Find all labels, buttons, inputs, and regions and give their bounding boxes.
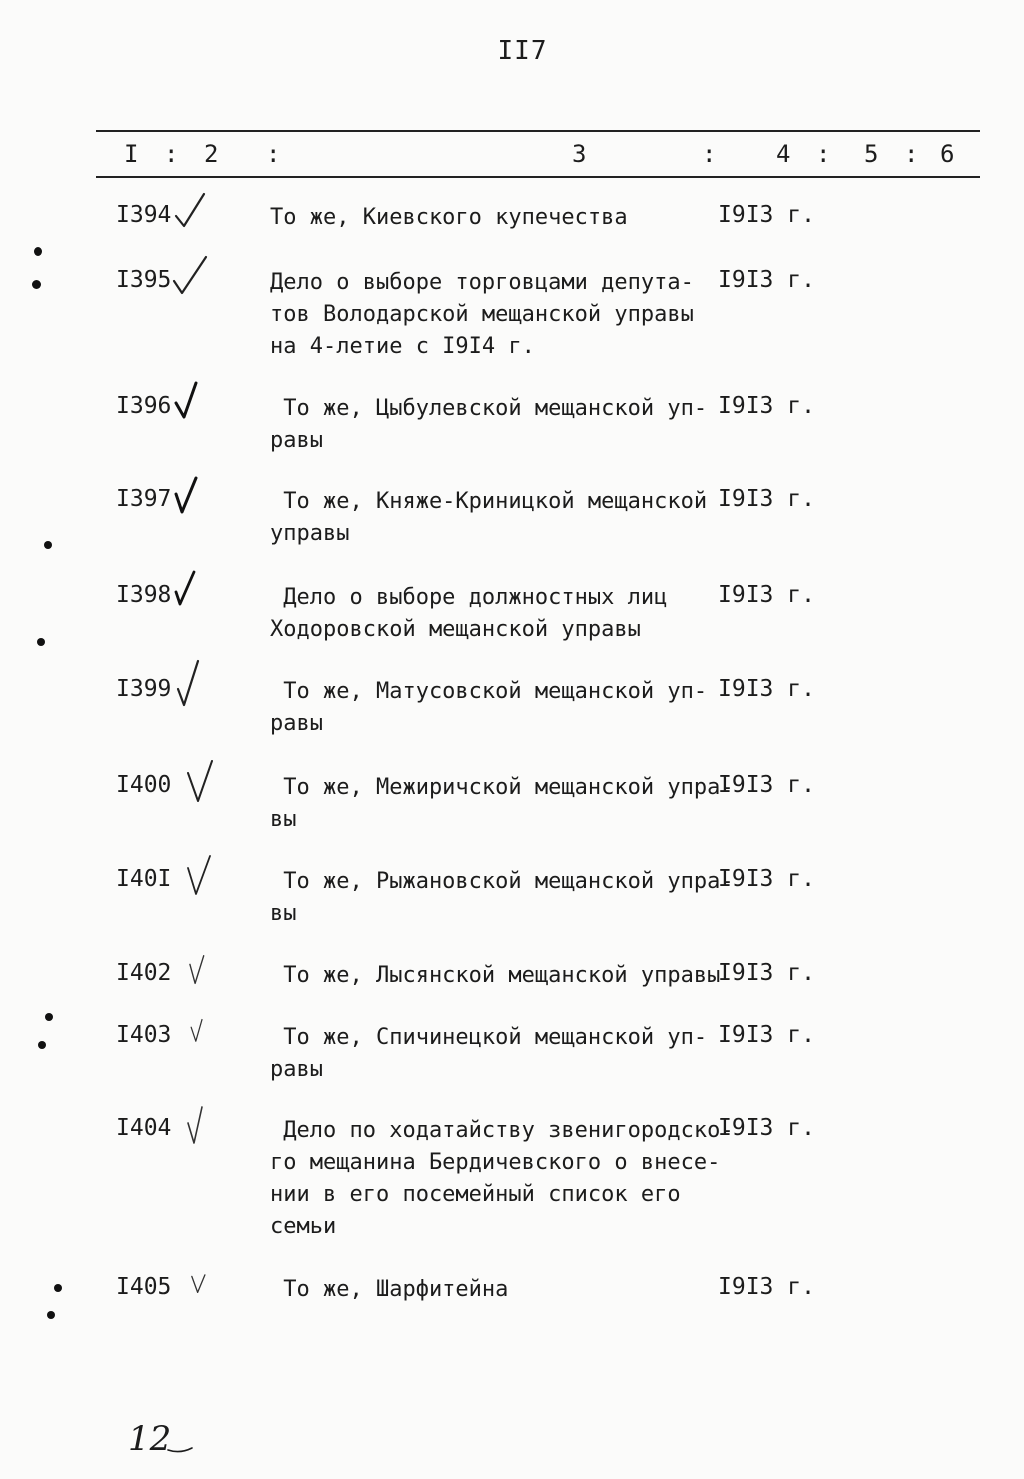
entry-year: I9I3 г.: [718, 1022, 815, 1048]
check-mark-icon: [184, 954, 220, 992]
check-mark-icon: [172, 654, 208, 708]
check-mark-icon: [184, 1272, 220, 1304]
binder-mark: [38, 1041, 46, 1049]
binder-mark: [37, 638, 45, 646]
entry-year: I9I3 г.: [718, 866, 815, 892]
column-header-6: 6: [940, 140, 955, 168]
entry-number: I397: [116, 486, 172, 512]
entry-number: I404: [116, 1115, 172, 1141]
folio-number-handwritten: [128, 1410, 198, 1460]
entry-title: То же, Киевского купечества: [270, 205, 628, 230]
check-mark-icon: [172, 474, 208, 518]
entry-number: I402: [116, 960, 172, 986]
column-separator: :: [702, 140, 717, 168]
entry-title: То же, Цыбулевской мещанской уп- равы: [270, 396, 708, 453]
column-separator: :: [904, 140, 919, 168]
entry-year: I9I3 г.: [718, 1274, 815, 1300]
binder-mark: [45, 1013, 53, 1021]
entry-number: I400: [116, 772, 172, 798]
entry-title: То же, Спичинецкой мещанской уп- равы: [270, 1025, 708, 1082]
entry-number: I395: [116, 267, 172, 293]
entry-year: I9I3 г.: [718, 202, 815, 228]
binder-mark: [47, 1311, 55, 1319]
column-separator: :: [266, 140, 281, 168]
check-mark-icon: [172, 381, 208, 425]
column-header-5: 5: [864, 140, 879, 168]
check-mark-icon: [172, 190, 208, 234]
check-mark-icon: [172, 570, 208, 614]
entry-title: Дело о выборе должностных лиц Ходоровской мещанской управы: [270, 585, 668, 642]
entry-title: То же, Лысянской мещанской управы: [270, 963, 721, 988]
column-separator: :: [816, 140, 831, 168]
entry-number: I40I: [116, 866, 172, 892]
binder-mark: [44, 541, 52, 549]
column-header-2: 2: [204, 140, 219, 168]
entry-year: I9I3 г.: [718, 393, 815, 419]
entry-title: То же, Шарфитейна: [270, 1277, 509, 1302]
entry-year: I9I3 г.: [718, 772, 815, 798]
entry-title: Дело по ходатайству звенигородско- го мещанина Бердичевского о внесе- нии в его посемейный список его семьи: [270, 1118, 734, 1239]
entry-number: I396: [116, 393, 172, 419]
entry-year: I9I3 г.: [718, 582, 815, 608]
check-mark-icon: [186, 852, 222, 900]
entry-title: То же, Матусовской мещанской уп- равы: [270, 679, 708, 736]
entry-number: I394: [116, 202, 172, 228]
binder-mark: [32, 280, 41, 289]
column-header-3: 3: [572, 140, 587, 168]
entry-number: I399: [116, 676, 172, 702]
column-header-1: I: [124, 140, 139, 168]
entry-year: I9I3 г.: [718, 267, 815, 293]
page-number: II7: [497, 36, 548, 66]
entry-year: I9I3 г.: [718, 676, 815, 702]
check-mark-icon: [184, 1018, 220, 1052]
entry-number: I405: [116, 1274, 172, 1300]
entry-year: I9I3 г.: [718, 486, 815, 512]
entry-title: То же, Княже-Криницкой мещанской управы: [270, 489, 708, 546]
check-mark-icon: [186, 756, 222, 806]
entry-year: I9I3 г.: [718, 960, 815, 986]
entry-number: I398: [116, 582, 172, 608]
check-mark-icon: [172, 255, 208, 299]
entry-number: I403: [116, 1022, 172, 1048]
entry-title: Дело о выборе торговцами депута- тов Володарской мещанской управы на 4-летие с I9I4 г.: [270, 270, 694, 359]
folio-number: 12: [128, 1419, 172, 1459]
binder-mark: [54, 1284, 62, 1292]
column-header-4: 4: [776, 140, 791, 168]
check-mark-icon: [184, 1105, 220, 1149]
binder-mark: [34, 247, 42, 256]
column-separator: :: [164, 140, 179, 168]
entry-title: То же, Межиричской мещанской упра- вы: [270, 775, 734, 832]
entry-title: То же, Рыжановской мещанской упра- вы: [270, 869, 734, 926]
entry-year: I9I3 г.: [718, 1115, 815, 1141]
